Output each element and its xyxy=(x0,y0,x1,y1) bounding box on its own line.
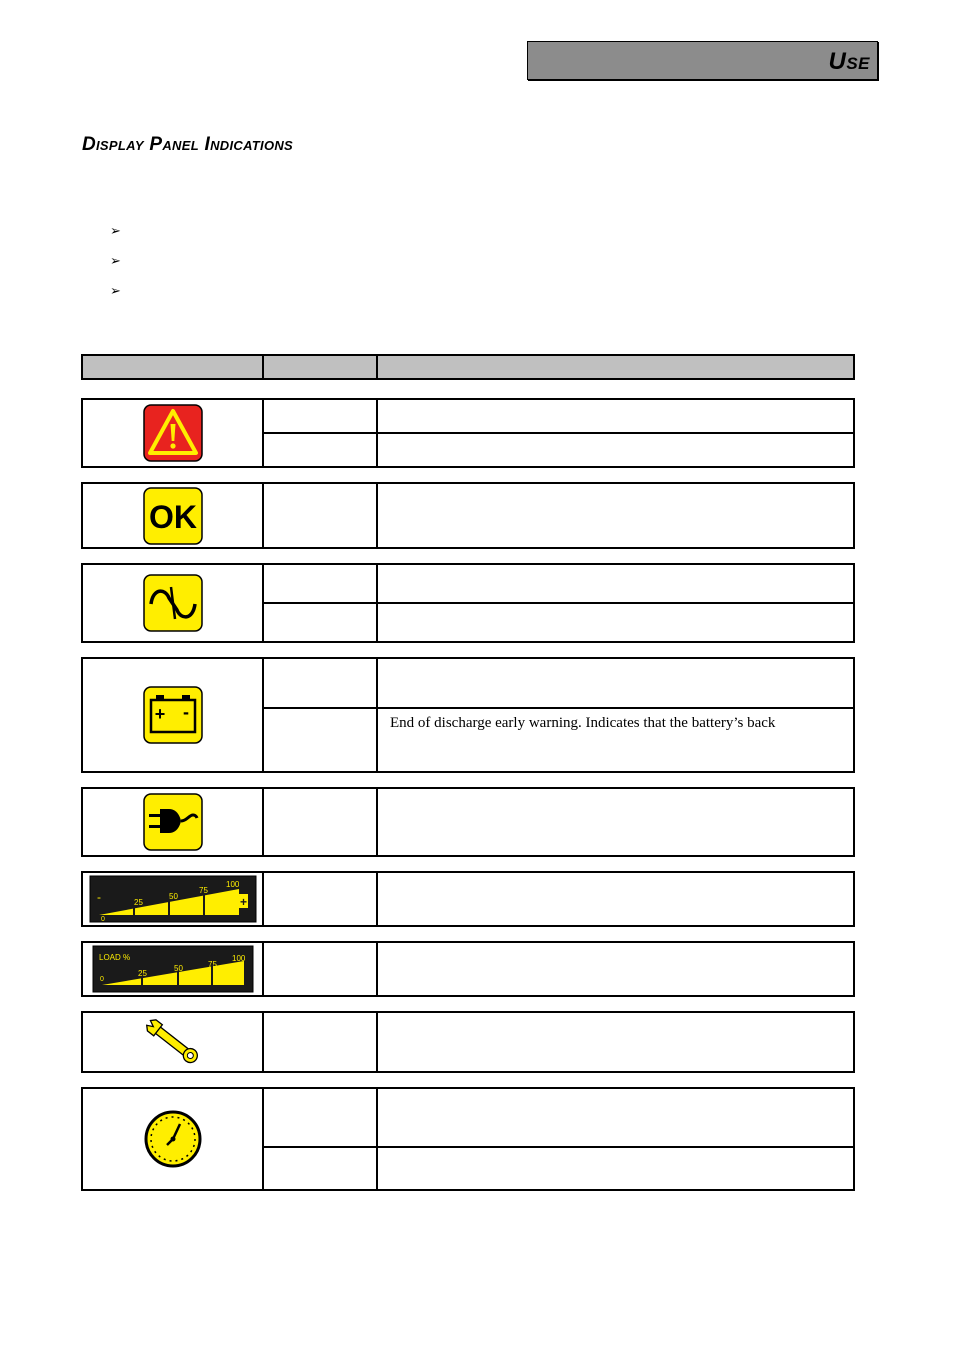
desc-cell xyxy=(378,789,853,855)
sub-row xyxy=(264,1013,853,1071)
desc-cell xyxy=(378,943,853,995)
arrow-bullet-icon: ➢ xyxy=(110,254,121,269)
table-header-desc-col xyxy=(378,356,853,378)
table-row xyxy=(81,941,855,997)
plug-icon xyxy=(143,793,203,851)
section-title: Display Panel Indications xyxy=(82,134,294,155)
icon-cell xyxy=(83,400,264,466)
load-bar-tick: 0 xyxy=(99,976,104,983)
desc-cell xyxy=(378,873,853,925)
sub-row xyxy=(264,400,853,432)
warning-triangle-icon xyxy=(143,404,203,462)
desc-cell xyxy=(378,434,853,466)
state-cell xyxy=(264,709,378,771)
sub-row xyxy=(264,565,853,602)
battery-bar-tick: 100 xyxy=(225,880,239,889)
battery-bar-tick: 0 xyxy=(100,916,105,923)
row-cells xyxy=(264,659,853,771)
sub-row xyxy=(264,789,853,855)
bullet-item xyxy=(110,282,139,312)
sub-row xyxy=(264,943,853,995)
row-cells xyxy=(264,789,853,855)
sub-row xyxy=(264,1146,853,1189)
desc-cell xyxy=(378,400,853,432)
row-cells xyxy=(264,1089,853,1189)
bullet-item xyxy=(110,252,139,282)
wrench-icon xyxy=(142,1013,204,1071)
sub-row xyxy=(264,659,853,707)
icon-cell xyxy=(83,1089,264,1189)
sub-row xyxy=(264,432,853,466)
battery-bar-tick: 75 xyxy=(198,886,208,895)
table-row xyxy=(81,871,855,927)
state-cell xyxy=(264,659,378,707)
row-cells xyxy=(264,873,853,925)
battery-minus-label: - xyxy=(182,702,189,722)
desc-cell xyxy=(378,1148,853,1189)
table-header-state-col xyxy=(264,356,378,378)
ok-icon-label: OK xyxy=(148,498,197,535)
table-row xyxy=(81,1011,855,1073)
desc-cell: End of discharge early warning. Indicates that the battery’s back xyxy=(390,715,776,731)
battery-level-bar-icon xyxy=(89,875,257,923)
state-cell xyxy=(264,1089,378,1146)
icon-cell xyxy=(83,789,264,855)
table-row xyxy=(81,787,855,857)
battery-icon xyxy=(143,686,203,744)
icon-cell xyxy=(83,873,264,925)
row-cells xyxy=(264,1013,853,1071)
icon-cell xyxy=(83,1013,264,1071)
table-row xyxy=(81,1087,855,1191)
battery-bar-tick: 25 xyxy=(133,898,143,907)
page-header-title: Use xyxy=(828,48,870,75)
load-bar-tick: 100 xyxy=(231,954,245,963)
icon-cell xyxy=(83,659,264,771)
row-cells xyxy=(264,565,853,641)
icon-cell xyxy=(83,565,264,641)
sub-row xyxy=(264,484,853,547)
desc-cell xyxy=(378,604,853,641)
ok-icon xyxy=(143,487,203,545)
sub-row xyxy=(264,707,853,771)
table-row xyxy=(81,398,855,468)
load-bar-tick: 75 xyxy=(207,960,217,969)
state-cell xyxy=(264,1148,378,1189)
desc-cell xyxy=(378,1013,853,1071)
page-header-box xyxy=(527,41,878,80)
load-bar-tick: 50 xyxy=(173,964,183,973)
desc-cell xyxy=(378,659,853,707)
clock-icon xyxy=(143,1109,203,1169)
state-cell xyxy=(264,565,378,602)
icon-cell xyxy=(83,943,264,995)
state-cell xyxy=(264,400,378,432)
sub-row xyxy=(264,602,853,641)
icon-cell xyxy=(83,484,264,547)
table-row xyxy=(81,482,855,549)
state-cell xyxy=(264,943,378,995)
state-cell xyxy=(264,604,378,641)
battery-bar-tick: 50 xyxy=(168,892,178,901)
table-header-icon-col xyxy=(83,356,264,378)
state-cell xyxy=(264,434,378,466)
battery-bar-plus: + xyxy=(239,895,247,909)
sine-wave-icon xyxy=(143,574,203,632)
desc-cell xyxy=(378,1089,853,1146)
arrow-bullet-icon: ➢ xyxy=(110,224,121,239)
state-cell xyxy=(264,484,378,547)
table-row xyxy=(81,657,855,773)
load-level-bar-icon xyxy=(92,945,254,993)
row-cells xyxy=(264,400,853,466)
load-bar-label: LOAD % xyxy=(98,953,130,962)
battery-bar-minus: - xyxy=(96,890,101,904)
table-header xyxy=(81,354,855,380)
arrow-bullet-icon: ➢ xyxy=(110,284,121,299)
table-row xyxy=(81,563,855,643)
state-cell xyxy=(264,789,378,855)
state-cell xyxy=(264,1013,378,1071)
row-cells xyxy=(264,943,853,995)
sub-row xyxy=(264,873,853,925)
battery-plus-label: + xyxy=(154,704,165,724)
bullet-list xyxy=(110,222,139,312)
desc-cell xyxy=(378,484,853,547)
sub-row xyxy=(264,1089,853,1146)
load-bar-tick: 25 xyxy=(137,969,147,978)
state-cell xyxy=(264,873,378,925)
desc-cell xyxy=(378,565,853,602)
row-cells xyxy=(264,484,853,547)
bullet-item xyxy=(110,222,139,252)
